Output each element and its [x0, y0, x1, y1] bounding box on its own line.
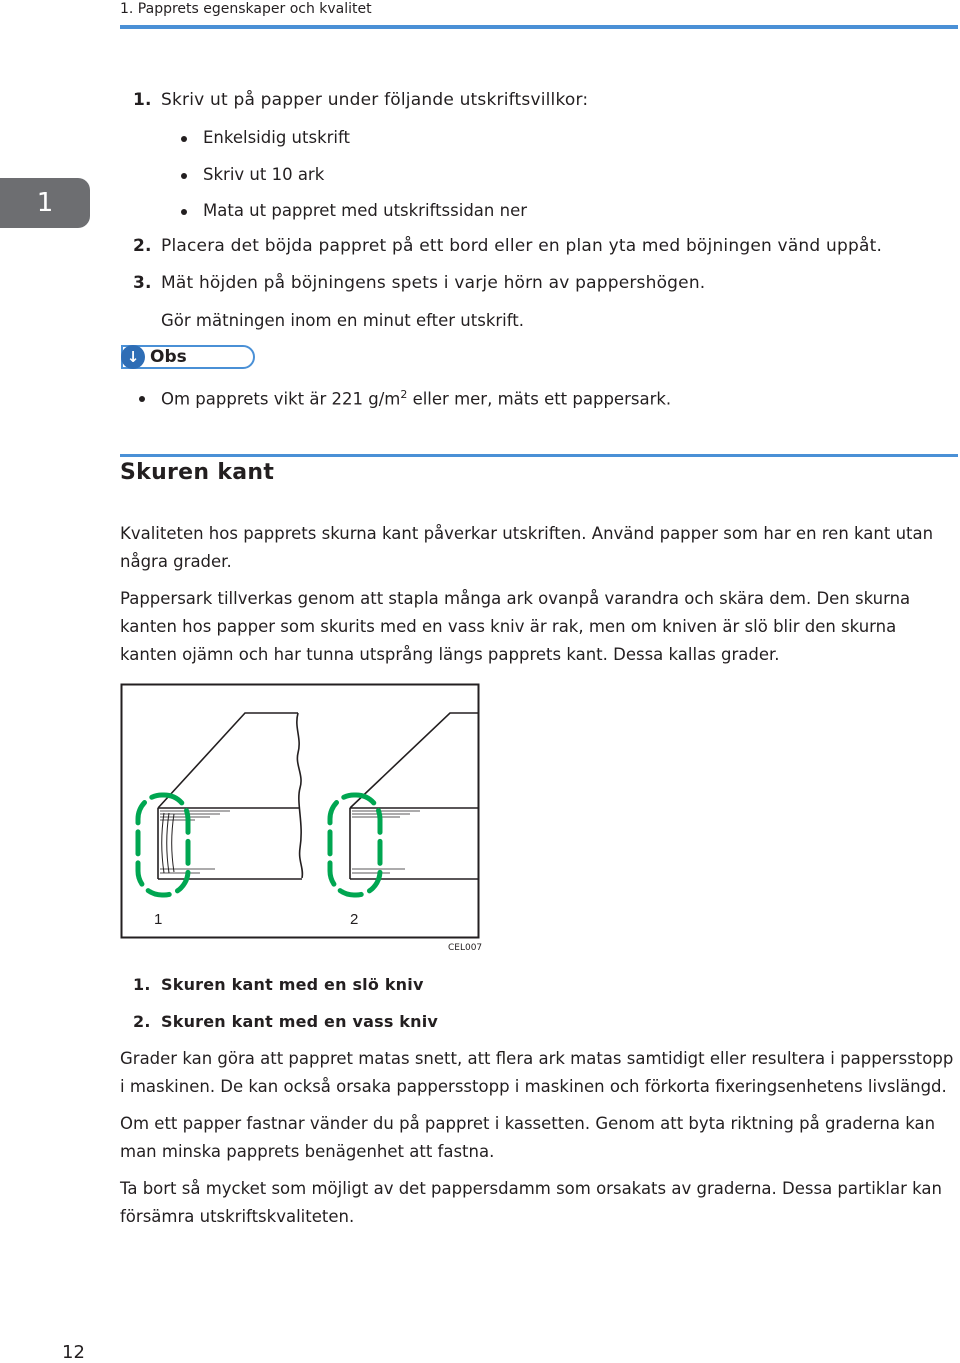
figure-label-2: 2 [350, 911, 359, 928]
section-paragraph-1: Kvaliteten hos papprets skurna kant påverkar utskriften. Använd papper som har en ren kant utan några grader. [120, 524, 934, 571]
step-1-text: Skriv ut på papper under följande utskriftsvillkor: [161, 90, 589, 110]
step-2 [133, 236, 882, 256]
legend-item-2-text: Skuren kant med en vass kniv [161, 1012, 439, 1031]
step-1-bullet-1: Enkelsidig utskrift [203, 128, 350, 147]
obs-bullet-text-end: eller mer, mäts ett pappersark. [407, 389, 672, 409]
page-number: 12 [62, 1342, 85, 1363]
body-paragraph-2: Om ett papper fastnar vänder du på pappret i kassetten. Genom att byta riktning på graderna kan man minska papprets benägenhet att fastna. [120, 1114, 936, 1161]
figure-code: CEL007 [448, 943, 483, 953]
chapter-tab[interactable]: 1 [0, 178, 90, 228]
section-title: Skuren kant [120, 460, 275, 485]
obs-label: Obs [150, 347, 187, 367]
obs-bullet-superscript: 2 [400, 388, 408, 401]
section-paragraph-2: Pappersark tillverkas genom att stapla många ark ovanpå varandra och skära dem. Den skurna kanten hos papper som skurits med en vass kniv är rak, men om kniven är slö blir den skurna kanten ojämn och har tunna utsprång längs papprets kant. Dessa kallas grader. [120, 589, 911, 664]
step-3-text: Mät höjden på böjningens spets i varje hörn av pappershögen. [161, 273, 706, 293]
step-3-note: Gör mätningen inom en minut efter utskrift. [161, 311, 524, 330]
body-paragraph-3: Ta bort så mycket som möjligt av det pappersdamm som orsakats av graderna. Dessa partiklar kan försämra utskriftskvaliteten. [120, 1179, 942, 1226]
body-paragraph-1: Grader kan göra att pappret matas snett, att flera ark matas samtidigt eller resultera i pappersstopp i maskinen. De kan också orsaka pappersstopp i maskinen och förkorta fixeringsenhetens livslängd. [120, 1049, 954, 1096]
down-arrow-icon: ↓ [121, 345, 145, 369]
legend-item-2 [133, 1012, 438, 1031]
legend-item-2-number: 2. [133, 1012, 151, 1031]
figure-label-1: 1 [154, 911, 163, 928]
obs-bullet-text: Om papprets vikt är 221 g/m [161, 389, 401, 409]
header-rule [120, 25, 958, 29]
cut-edge-illustration [120, 683, 480, 939]
obs-bullet [161, 388, 671, 409]
step-3 [133, 273, 705, 293]
legend-item-1 [133, 975, 424, 994]
step-1-bullet-2: Skriv ut 10 ark [203, 165, 325, 184]
step-2-number: 2. [133, 236, 152, 256]
legend-item-1-text: Skuren kant med en slö kniv [161, 975, 424, 994]
step-3-number: 3. [133, 273, 152, 293]
running-header: 1. Papprets egenskaper och kvalitet [120, 1, 372, 17]
step-1-bullet-3: Mata ut pappret med utskriftssidan ner [203, 201, 527, 220]
step-2-text: Placera det böjda pappret på ett bord eller en plan yta med böjningen vänd uppåt. [161, 236, 883, 256]
section-rule [120, 454, 958, 457]
step-1 [133, 90, 588, 110]
step-1-number: 1. [133, 90, 152, 110]
legend-item-1-number: 1. [133, 975, 151, 994]
